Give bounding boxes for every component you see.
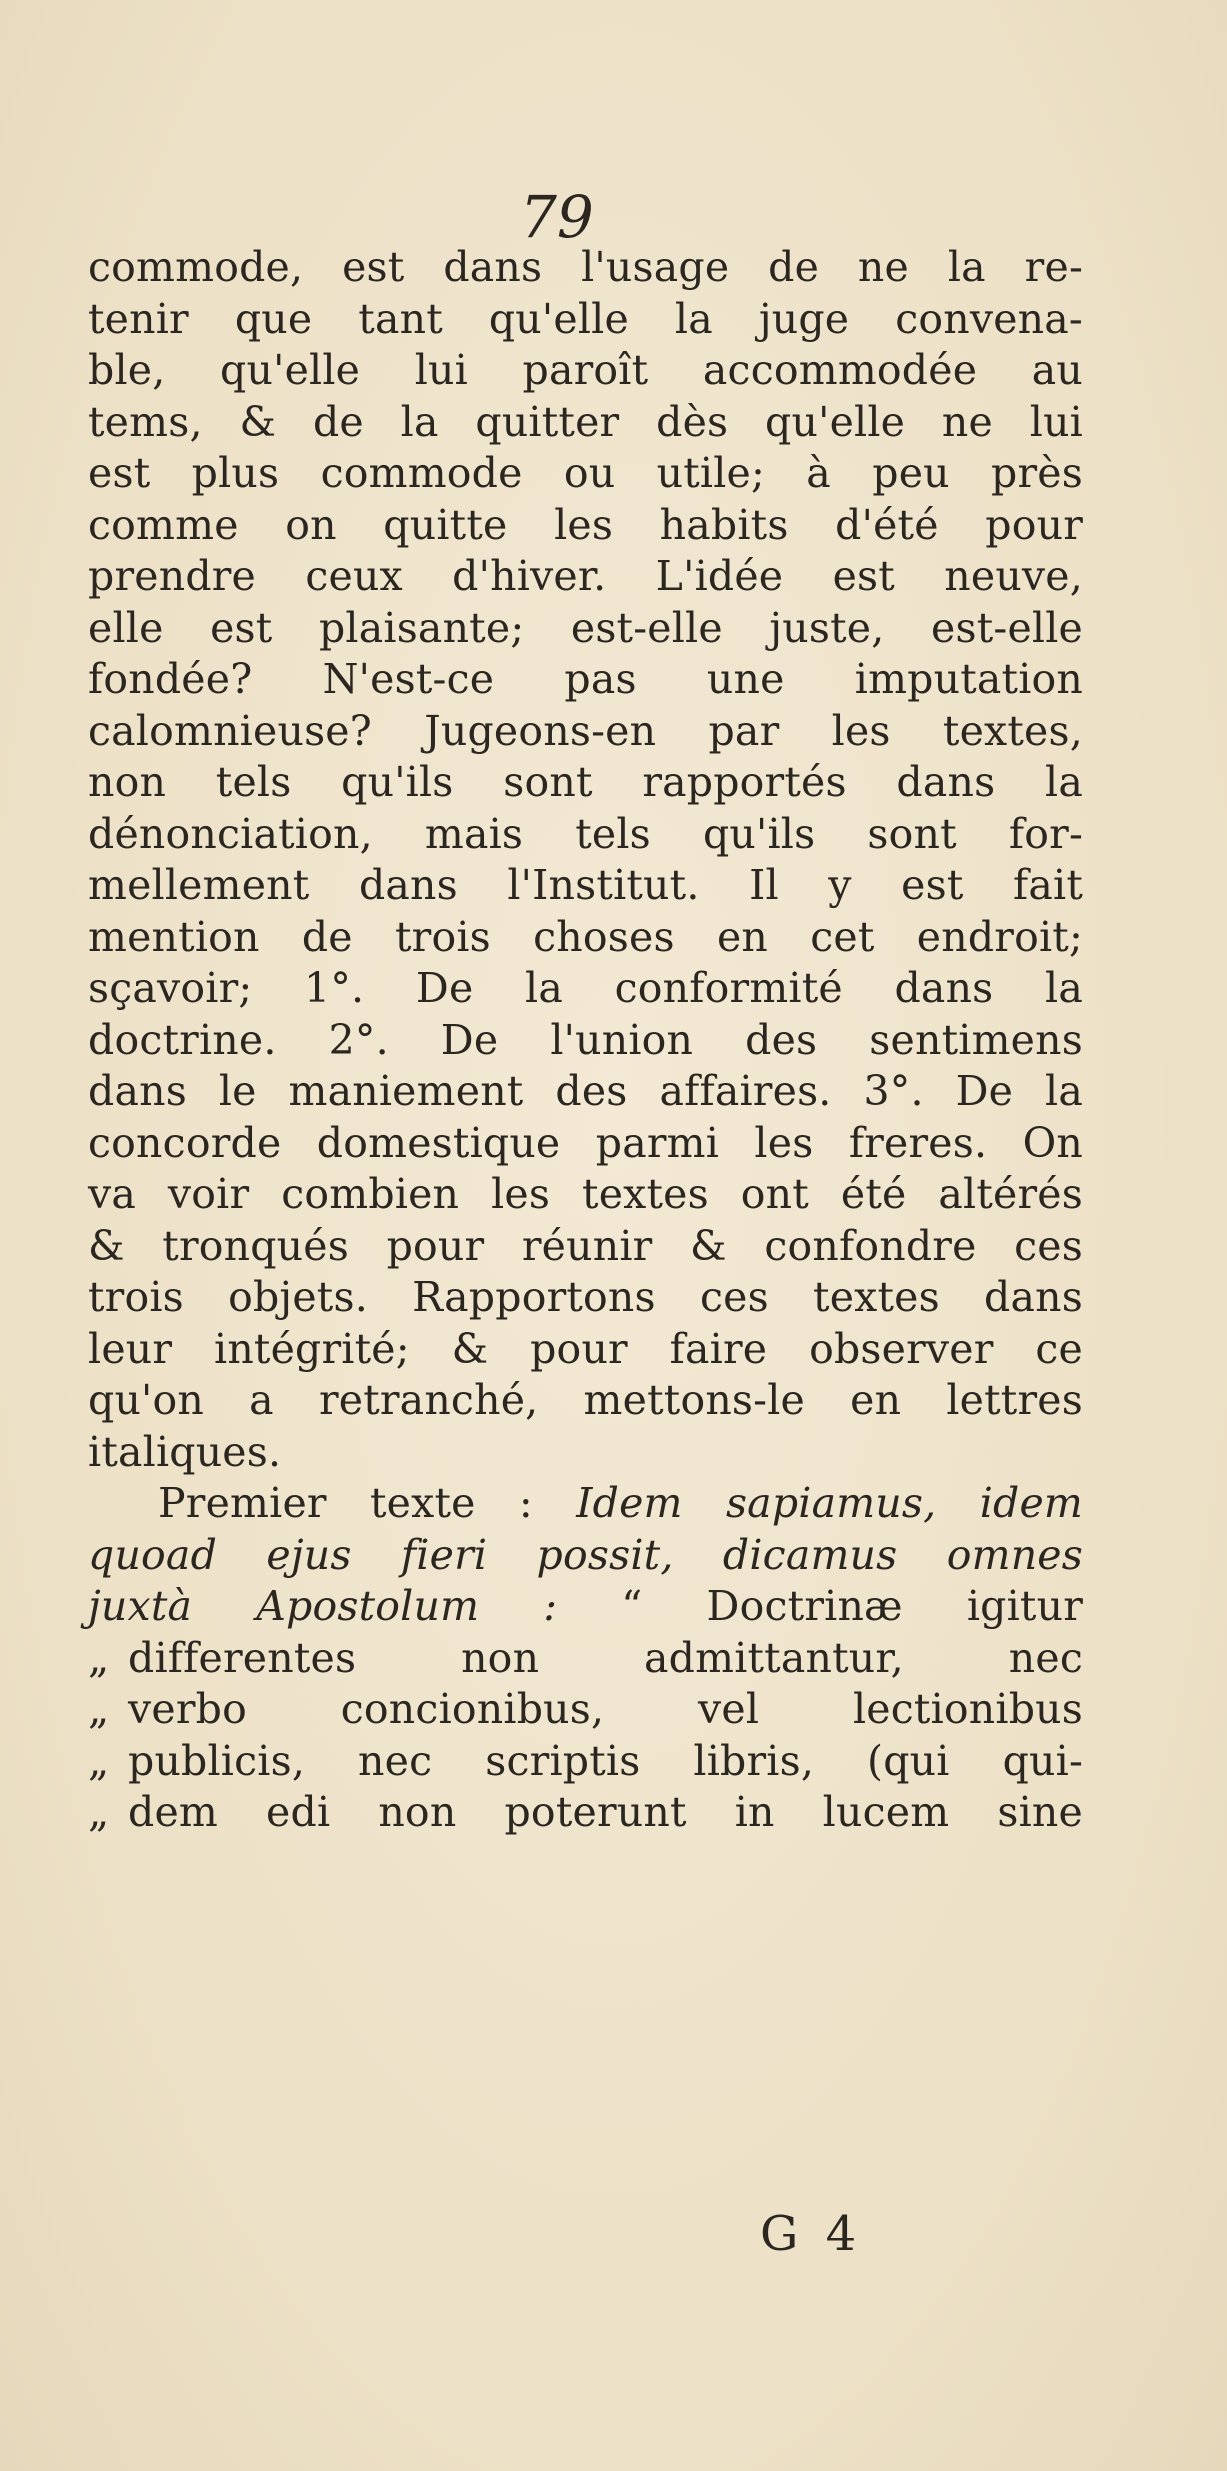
text-line: est plus commode ou utile; à peu près xyxy=(88,449,1083,497)
text-line: qu'on a retranché, mettons-le en lettres xyxy=(88,1376,1083,1424)
latin-quote: Idem sapiamus, idem xyxy=(576,1479,1083,1527)
text-line: tenir que tant qu'elle la juge convena- xyxy=(88,294,1083,343)
text-line: italiques. xyxy=(88,1427,282,1476)
latin-quote-line: quoad ejus fieri possit, dicamus omnes xyxy=(88,1530,1083,1579)
text-line: & tronqués pour réunir & confondre ces xyxy=(88,1221,1083,1270)
signature-mark: G 4 xyxy=(760,2206,863,2262)
quoted-line xyxy=(88,1633,1083,1685)
quote-mark: „ xyxy=(88,1788,110,1836)
text-line: concorde domestique parmi les freres. On xyxy=(88,1118,1083,1167)
text-line: tems, & de la quitter dès qu'elle ne lui xyxy=(88,397,1083,446)
quoted-text: publicis, nec scriptis libris, (qui qui- xyxy=(128,1736,1083,1785)
text-line: fondée? N'est-ce pas une imputation xyxy=(88,655,1083,703)
quote-mark: „ xyxy=(88,1685,110,1733)
page-number: 79 xyxy=(520,183,594,251)
quoted-line xyxy=(88,1684,1083,1736)
body-text xyxy=(88,242,1083,1839)
text-line: ble, qu'elle lui paroît accommodée au xyxy=(88,346,1083,394)
quote-intro-line xyxy=(88,1478,1083,1530)
text-line: trois objets. Rapportons ces textes dans xyxy=(88,1273,1083,1321)
text-line: calomnieuse? Jugeons-en par les textes, xyxy=(88,706,1083,755)
text-line: dans le maniement des affaires. 3°. De la xyxy=(88,1067,1083,1115)
text-line: va voir combien les textes ont été altérés xyxy=(88,1170,1083,1218)
quoted-line xyxy=(88,1736,1083,1788)
text-line: mention de trois choses en cet endroit; xyxy=(88,912,1083,961)
quoted-text: dem edi non poterunt in lucem sine xyxy=(128,1788,1083,1836)
text-line: prendre ceux d'hiver. L'idée est neuve, xyxy=(88,552,1083,600)
latin-quote-line xyxy=(88,1581,1083,1633)
quote-open-mark: “ xyxy=(621,1582,643,1630)
quote-intro: Premier texte : xyxy=(158,1479,533,1527)
quote-continuation: Doctrinæ igitur xyxy=(706,1582,1083,1630)
quoted-line xyxy=(88,1787,1083,1839)
text-line: non tels qu'ils sont rapportés dans la xyxy=(88,758,1083,806)
latin-quote: juxtà Apostolum : xyxy=(88,1582,558,1630)
text-line: commode, est dans l'usage de ne la re- xyxy=(88,243,1083,291)
text-line: sçavoir; 1°. De la conformité dans la xyxy=(88,964,1083,1012)
text-line: elle est plaisante; est-elle juste, est-elle xyxy=(88,603,1083,652)
quote-mark: „ xyxy=(88,1736,110,1785)
text-line: doctrine. 2°. De l'union des sentimens xyxy=(88,1015,1083,1064)
text-line: leur intégrité; & pour faire observer ce xyxy=(88,1324,1083,1373)
quoted-text: verbo concionibus, vel lectionibus xyxy=(128,1685,1083,1733)
quote-mark: „ xyxy=(88,1633,110,1682)
text-line: mellement dans l'Institut. Il y est fait xyxy=(88,861,1083,909)
text-line: dénonciation, mais tels qu'ils sont for- xyxy=(88,809,1083,858)
text-line: comme on quitte les habits d'été pour xyxy=(88,500,1083,549)
quoted-text: differentes non admittantur, nec xyxy=(128,1633,1083,1682)
